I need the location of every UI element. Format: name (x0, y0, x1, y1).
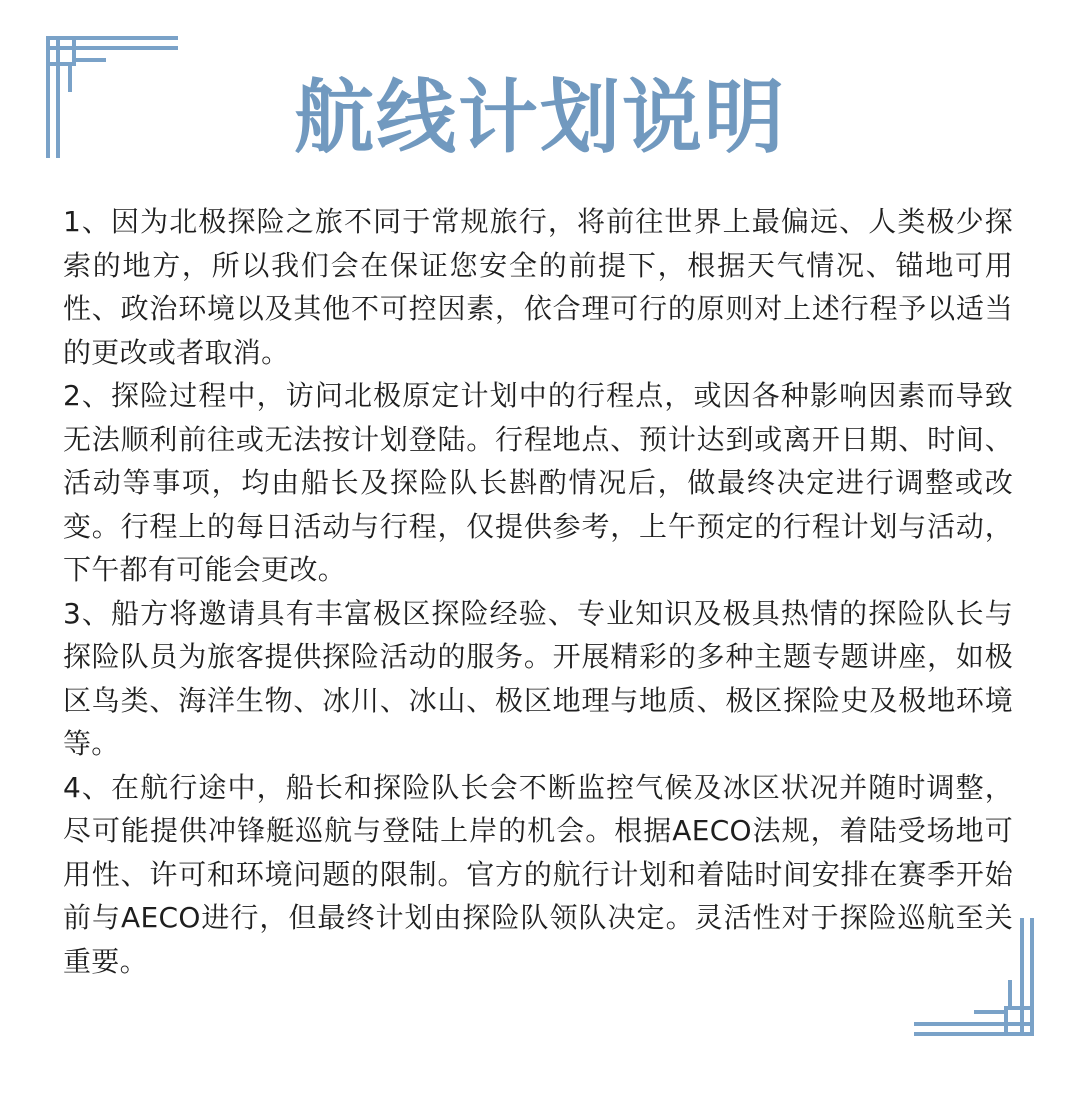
paragraph-2: 2、探险过程中，访问北极原定计划中的行程点，或因各种影响因素而导致无法顺利前往或无法按计划登陆。行程地点、预计达到或离开日期、时间、活动等事项，均由船长及探险队长斟酌情况后，做最终决定进行调整或改变。行程上的每日活动与行程，仅提供参考，上午预定的行程计划与活动，下午都有可能会更改。 (63, 379, 1013, 586)
paragraph-4: 4、在航行途中，船长和探险队长会不断监控气候及冰区状况并随时调整，尽可能提供冲锋艇巡航与登陆上岸的机会。根据AECO法规，着陆受场地可用性、许可和环境问题的限制。官方的航行计划和着陆时间安排在赛季开始前与AECO进行，但最终计划由探险队领队决定。灵活性对于探险巡航至关重要。 (63, 770, 1013, 978)
corner-ornament-bottom-right (908, 914, 1040, 1040)
page-title: 航线计划说明 (294, 71, 786, 164)
paragraph-3: 3、船方将邀请具有丰富极区探险经验、专业知识及极具热情的探险队长与探险队员为旅客提供探险活动的服务。开展精彩的多种主题专题讲座，如极区鸟类、海洋生物、冰川、冰山、极区地理与地质、极区探险史及极地环境等。 (63, 596, 1013, 760)
paragraph-1: 1、因为北极探险之旅不同于常规旅行，将前往世界上最偏远、人类极少探索的地方，所以我们会在保证您安全的前提下，根据天气情况、锚地可用性、政治环境以及其他不可控因素，依合理可行的原则对上述行程予以适当的更改或者取消。 (63, 205, 1013, 369)
content (63, 200, 1013, 983)
